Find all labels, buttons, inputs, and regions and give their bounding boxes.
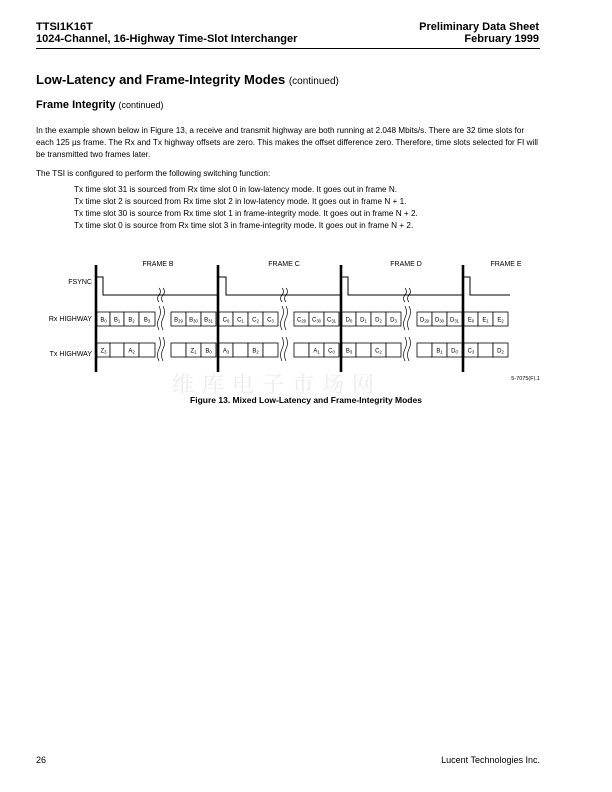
slot-label: D29 [419,317,430,324]
section-title-text: Low-Latency and Frame-Integrity Modes [36,72,286,87]
slot-label: B29 [174,317,183,324]
break-mark [404,337,407,361]
slot-label: B2 [252,348,259,355]
slot-label: A1 [313,348,320,355]
slot-label: D2 [497,348,504,355]
tx-highway-label: Tx HIGHWAY [49,351,92,358]
fsync-label: FSYNC [68,279,92,286]
slot-label: B31 [204,317,213,324]
slot-label: E2 [497,317,504,324]
frame-labels [142,261,521,268]
subsection-continued: (continued) [118,100,164,110]
break-mark [158,337,161,361]
doc-id: TTSI1K16T [36,21,93,33]
break-mark [408,306,411,330]
paragraph-1: In the example shown below in Figure 13, a receive and transmit highway are both running at 2.048 Mbits/s. There are 32 time slots for each 125 µs frame. The Rx and Tx highway offsets are zero. This makes the offset difference zero. Therefore, time slots selected for FI will be transmitted two frames later. [36,126,538,159]
list-item: Tx time slot 31 is sourced from Rx time slot 0 in low-latency mode. It goes out in frame N. [74,185,398,194]
slot-label: B30 [189,317,198,324]
slot-cell [171,343,186,357]
watermark: 维库电子市场网 [172,373,383,398]
break-mark [281,337,284,361]
slot-label: C0 [328,348,335,355]
slot-cell [478,343,493,357]
break-mark [285,306,288,330]
slot-label: D30 [434,317,445,324]
slot-label: D2 [375,317,382,324]
slot-label: B0 [205,348,212,355]
figure-ref: 5-7075(F).1 [511,376,540,382]
slot-label: C30 [311,317,322,324]
doc-date: February 1999 [464,33,539,45]
paragraph-2: The TSI is configured to perform the following switching function: [36,169,271,178]
slot-cell [417,343,432,357]
slot-label: B3 [345,348,353,355]
section-continued: (continued) [288,76,339,87]
slot-label: A2 [128,348,135,355]
break-mark [281,306,284,330]
slot-label: C2 [375,348,382,355]
slot-label: B1 [113,317,121,324]
slot-label: D0 [345,317,353,324]
subsection-title-text: Frame Integrity [36,99,116,111]
slot-label: C3 [467,348,475,355]
slot-cell [233,343,248,357]
break-mark [408,337,411,361]
slot-label: C1 [237,317,244,324]
frame-label: FRAME E [490,261,522,268]
slot-label: C29 [296,317,307,324]
company-name: Lucent Technologies Inc. [441,755,540,765]
slot-label: E0 [467,317,475,324]
slot-cell [110,343,124,357]
frame-label: FRAME B [142,261,174,268]
figure-caption: Figure 13. Mixed Low-Latency and Frame-Integrity Modes [190,395,422,405]
slot-label: D1 [360,317,367,324]
slot-label: D3 [390,317,397,324]
slot-label: D31 [449,317,460,324]
slot-label: E1 [482,317,489,324]
break-mark [158,306,161,330]
slot-cell [294,343,309,357]
list-item: Tx time slot 2 is sourced from Rx time slot 2 in low-latency mode. It goes out in frame N + 1. [74,197,407,206]
break-mark [162,306,165,330]
slot-label: D0 [451,348,458,355]
slot-label: C3 [267,317,274,324]
list-item: Tx time slot 30 is source from Rx time slot 1 in frame-integrity mode. It goes out in frame N + 2. [74,209,418,218]
break-mark [285,337,288,361]
list-item: Tx time slot 0 is source from Rx time slot 3 in frame-integrity mode. It goes out in frame N + 2. [74,221,414,230]
frame-label: FRAME D [390,261,422,268]
slot-label: Z3 [100,348,107,355]
rx-highway-label: Rx HIGHWAY [48,316,92,323]
slot-label: B0 [100,317,107,324]
break-mark [404,306,407,330]
fsync-waveform [96,277,510,295]
slot-label: C2 [252,317,259,324]
slot-label: B1 [436,348,443,355]
frame-label: FRAME C [268,261,300,268]
slot-label: B3 [143,317,151,324]
slot-cell [139,343,155,357]
slot-cell [386,343,401,357]
slot-cell [263,343,278,357]
slot-label: Z1 [190,348,197,355]
product-name: 1024-Channel, 16-Highway Time-Slot Interchanger [36,33,298,45]
doc-type: Preliminary Data Sheet [419,21,539,33]
slot-cell [356,343,371,357]
break-mark [162,337,165,361]
slot-label: A3 [222,348,230,355]
slot-label: C0 [222,317,230,324]
page-number: 26 [36,755,47,765]
slot-label: C31 [326,317,337,324]
slot-label: B2 [128,317,135,324]
signal-labels [49,279,92,358]
